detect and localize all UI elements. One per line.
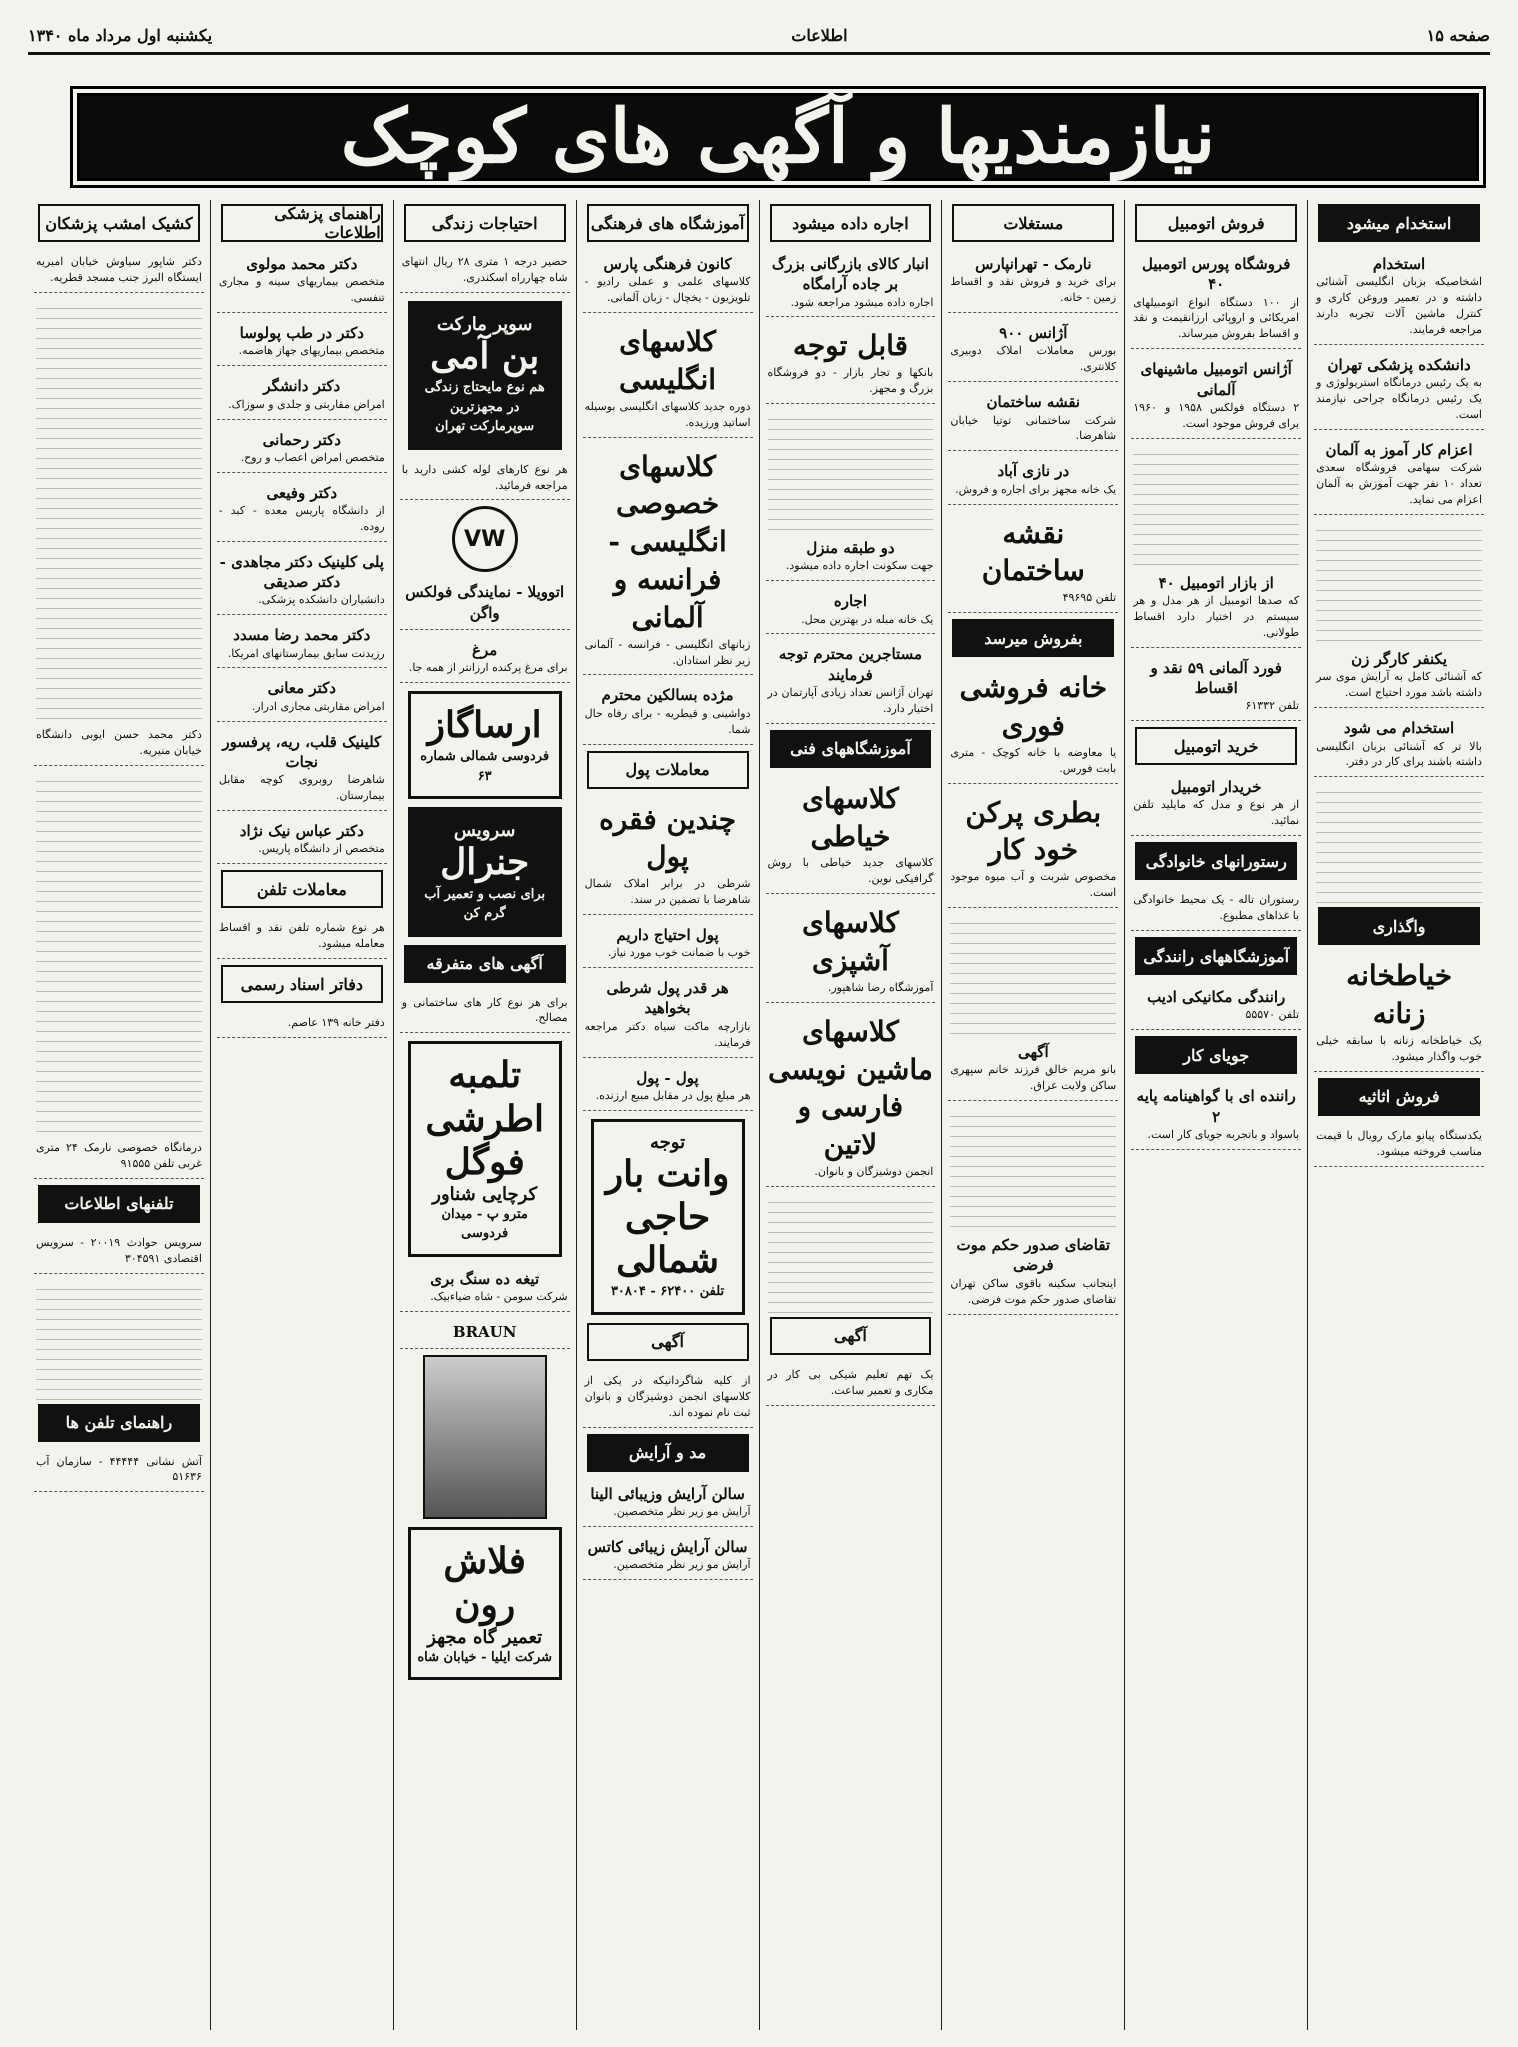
box-line: توجه [650, 1131, 686, 1153]
section-header: فروش اتومبیل [1135, 204, 1297, 242]
ad-text: تلفن ۴۹۶۹۵ [1062, 591, 1117, 605]
ad-item [400, 578, 570, 630]
ad-text: ۲ دستگاه فولکس ۱۹۵۸ و ۱۹۶۰ برای فروش موجود است. [1133, 400, 1300, 430]
ad-item [34, 1231, 204, 1274]
ad-text: به یک رئیس درمانگاه استریولوژی و یک رئیس درمانگاه جراحی نیازمند است. [1316, 376, 1482, 422]
section-header: فروش اثاثیه [1318, 1078, 1480, 1116]
section-header: خرید اتومبیل [1135, 727, 1297, 765]
ad-text: شرطی در برابر املاک شمال شاهرضا با تضمین در سند. [584, 877, 751, 907]
box-line: تعمیر گاه مجهز [427, 1626, 543, 1648]
camera-flash-photo [423, 1355, 547, 1519]
ad-title: خریدار اتومبیل [1170, 778, 1262, 797]
section-header: رستورانهای خانوادگی [1135, 842, 1297, 880]
ad-title: پول احتیاج داریم [616, 926, 719, 945]
ad-item [217, 250, 387, 313]
ad-text: یا معاوضه با خانه کوچک - متری بابت فورس. [950, 745, 1117, 775]
ad-item [1131, 888, 1301, 931]
ad-item [766, 250, 936, 317]
ad-item [948, 319, 1118, 382]
ad-title: استخدام می شود [1343, 719, 1455, 738]
ad-item [583, 1480, 753, 1527]
box-line: سوپر مارکت [436, 313, 533, 335]
ad-text: یک خانه مجهز برای اجاره و فروش. [955, 482, 1117, 496]
ad-text: مخصوص شربت و آب میوه موجود است. [950, 870, 1117, 900]
ad-text: متخصص از دانشگاه پاریس. [258, 842, 385, 856]
ad-title: نارمک - تهرانپارس [975, 255, 1092, 273]
ad-text: بانو مریم خالق فرزند خانم سپهری ساکن ولایت عراق. [950, 1063, 1117, 1093]
header-page-number: صفحه ۱۵ [1426, 25, 1490, 45]
section-header: احتیاجات زندگی [404, 204, 566, 242]
box-line: مترو پ - میدان فردوسی [441, 1206, 528, 1242]
section-header: معاملات تلفن [221, 870, 383, 908]
ad-title: دکتر دانشگر [263, 377, 341, 396]
ad-text: حصیر درجه ۱ متری ۲۸ ریال انتهای شاه چهارراه اسکندری. [401, 255, 568, 284]
box-line: سرویس [453, 820, 516, 842]
section-header: آموزشگاه های فرهنگی [587, 204, 749, 242]
section-header: راهنمای پزشکی اطلاعات [221, 204, 383, 242]
ad-title: اجاره [833, 592, 867, 611]
ad-item [1131, 654, 1301, 721]
ad-text: آرایش مو زیر نظر متخصصین. [613, 1558, 751, 1572]
ad-text: باسواد و باتجربه جویای کار است. [1147, 1127, 1300, 1141]
ad-title: فورد آلمانی ۵۹ نقد و اقساط [1150, 658, 1282, 697]
ad-text: سرویس حوادث ۲۰۰۱۹ - سرویس اقتصادی ۳۰۴۵۹۱ [36, 1235, 202, 1265]
ad-text: شرکت سهامی فروشگاه سعدی تعداد ۱۰ نفر جهت آموزش به آلمان اعزام می نماید. [1316, 461, 1482, 507]
section-header: مستغلات [952, 204, 1114, 242]
ad-item [766, 776, 936, 894]
ad-text: رزیدنت سابق بیمارستانهای امریکا. [227, 646, 385, 660]
ad-item [948, 388, 1118, 451]
vw-logo: VW [452, 506, 518, 572]
ad-item [583, 1369, 753, 1428]
ad-item [1314, 645, 1484, 708]
ad-title: خانه فروشی فوری [959, 671, 1108, 742]
box-title: تلمبه اطرشی فوگل [425, 1054, 545, 1183]
ad-item [217, 817, 387, 864]
ad-title: چندین فقره پول [599, 802, 737, 874]
section-header: دفاتر اسناد رسمی [221, 965, 383, 1003]
ad-item [217, 1011, 387, 1038]
ad-text: بازارچه ماکت سیاه دکتر مراجعه فرمایند. [584, 1019, 751, 1049]
box-title: وانت بار حاجی شمالی [605, 1152, 730, 1282]
ad-text: اشخاصیکه بزبان انگلیسی آشنائی داشته و در تعمیر وروغن کاری و کنترل ماشین آلات تجربه دارند مراجعه فرمایند. [1316, 275, 1482, 337]
ad-item [766, 534, 936, 581]
ad-title: سالن آرایش زیبائی کاتس [587, 1537, 748, 1556]
box-line: برای نصب و تعمیر آب گرم کن [424, 886, 546, 921]
ad-text: تلفن ۶۱۳۳۲ [1245, 699, 1300, 713]
ad-text: دفتر خانه ۱۳۹ عاصم. [287, 1016, 385, 1030]
ad-item [583, 1064, 753, 1111]
ad-text: از دانشگاه پاریس معده - کبد - روده. [218, 503, 385, 533]
general-ad-box [408, 807, 562, 936]
column-medical-guide [210, 200, 393, 2030]
ad-title: دکتر عباس نیک نژاد [239, 822, 364, 840]
ad-item [583, 797, 753, 915]
ad-text: دواشینی و قیطریه - برای رفاه حال شما. [584, 706, 751, 736]
section-header: آگهی های متفرقه [404, 945, 566, 983]
header-date: یکشنبه اول مرداد ماه ۱۳۴۰ [28, 25, 213, 45]
ad-text: که آشنائی کامل به آرایش موی سر داشته باشد مورد احتیاج است. [1316, 670, 1482, 700]
ad-text: از کلیه شاگردانیکه در یکی از کلاسهای انجمن دوشیزگان و بانوان ثبت نام نموده اند. [584, 1373, 751, 1419]
text-block [1316, 521, 1482, 641]
column-necessities [393, 200, 576, 2030]
box-title: فلاش رون [443, 1540, 526, 1626]
ad-title: کلاسهای خصوصی انگلیسی - فرانسه و آلمانی [608, 449, 727, 634]
section-header: جویای کار [1135, 1036, 1297, 1074]
ad-title: قابل توجه [792, 329, 909, 363]
ad-text: درمانگاه خصوصی نارمک ۲۴ متری غربی تلفن ۹۱۵۵۵ [36, 1140, 202, 1170]
text-block [1133, 445, 1299, 565]
text-block [1316, 783, 1482, 903]
ad-text: انجمن دوشیزگان و بانوان. [814, 1165, 934, 1179]
ad-title: پلی کلینیک دکتر مجاهدی - دکتر صدیقی [219, 552, 384, 592]
ad-text: یک خیاطخانه زنانه با سابقه خیلی خوب واگذار میشود. [1316, 1033, 1482, 1063]
ad-title: آگهی [1017, 1043, 1049, 1062]
ad-text: هر نوع کارهای لوله کشی دارید با مراجعه فرمائید. [401, 462, 568, 492]
ad-title: کلاسهای آشپزی [802, 906, 899, 978]
ad-title: اعزام کار آموز به آلمان [1325, 441, 1473, 460]
ad-text: متخصص امراض اعصاب و روح. [240, 450, 385, 464]
ad-item [1131, 569, 1301, 648]
text-block [768, 410, 934, 530]
column-education [576, 200, 759, 2030]
ad-item [583, 921, 753, 968]
ad-item [217, 728, 387, 811]
ad-item [948, 790, 1118, 908]
ad-title: یکنفر کارگر زن [1351, 650, 1448, 669]
pump-ad-box [408, 1041, 562, 1257]
ad-title: دانشکده پزشکی تهران [1327, 356, 1471, 374]
box-line: هم نوع مایحتاج زندگی در مجهزترین سوپرمارکت تهران [424, 380, 545, 435]
ad-item [948, 250, 1118, 313]
arsagaz-ad-box [408, 691, 562, 799]
ad-item [217, 621, 387, 668]
ad-item [34, 1136, 204, 1179]
ad-text: بانکها و تجار بازار - دو فروشگاه بزرگ و مجهز. [767, 366, 934, 396]
van-ad-box [591, 1119, 745, 1315]
ad-item [583, 974, 753, 1057]
flash-ad-box [408, 1527, 562, 1680]
section-header: اجاره داده میشود [770, 204, 932, 242]
ad-text: رستوران تاله - یک محیط خانوادگی با غذاهای مطبوع. [1133, 893, 1300, 923]
ad-item [1131, 983, 1301, 1030]
ad-title: تقاضای صدور حکم موت فرضی [956, 1236, 1111, 1275]
ad-item [766, 1009, 936, 1187]
column-real-estate [941, 200, 1124, 2030]
ad-title: دکتر در طب پولوسا [239, 324, 364, 343]
ad-text: از ۱۰۰ دستگاه انواع اتومبیلهای امریکائی و اروپائی ارزانقیمت و نقد و اقساط بفروش میرساند. [1133, 295, 1300, 341]
section-header: تلفنهای اطلاعات [38, 1185, 200, 1223]
section-header: آموزشگاههای فنی [770, 730, 932, 768]
ad-text: تلفن ۵۵۵۷۰ [1245, 1008, 1300, 1022]
ad-item [583, 444, 753, 676]
ad-item [1314, 1124, 1484, 1167]
ad-text: آموزشگاه رضا شاهپور. [827, 980, 934, 994]
ad-item [400, 991, 570, 1034]
ad-item [583, 681, 753, 744]
section-header: آگهی [587, 1323, 749, 1361]
section-header: واگذاری [1318, 907, 1480, 945]
ad-text: برای هر نوع کار های ساختمانی و مصالح. [401, 995, 568, 1025]
ad-title: دکتر محمد رضا مسدد [233, 626, 371, 645]
section-header: معاملات پول [587, 751, 749, 789]
ad-item [217, 372, 387, 419]
ad-item [583, 319, 753, 437]
text-block [768, 1193, 934, 1313]
ad-title: در نازی آباد [997, 462, 1070, 481]
ad-text: اینجانب سکینه باقوی ساکن تهران تقاضای صدور حکم موت فرضی. [950, 1276, 1117, 1306]
supermarket-ad-box [408, 301, 562, 450]
ad-item [1131, 773, 1301, 836]
ad-item [217, 548, 387, 615]
ad-item [583, 250, 753, 313]
ad-text: برای خرید و فروش نقد و اقساط زمین - خانه. [950, 275, 1117, 305]
ad-item [948, 665, 1118, 783]
ad-text: دوره جدید کلاسهای انگلیسی بوسیله اساتید ورزیده. [584, 399, 751, 429]
ad-title: مرغ [472, 640, 498, 659]
ad-text: شرکت ساختمانی توتیا خیابان شاهرضا. [950, 413, 1117, 443]
classifieds-banner: نیازمندیها و آگهی های کوچک [70, 86, 1486, 188]
ad-item [217, 674, 387, 721]
section-header: استخدام میشود [1318, 204, 1480, 242]
ad-title: آژانس ۹۰۰ [999, 324, 1068, 343]
text-block [36, 299, 202, 719]
ad-text: یکدستگاه پیانو مارک رویال با قیمت مناسب فروخته میشود. [1316, 1128, 1482, 1158]
ad-item [400, 636, 570, 683]
box-line: تلفن ۶۲۴۰۰ - ۳۰۸۰۴ [610, 1284, 725, 1300]
ad-title: نقشه ساختمان [986, 393, 1081, 412]
ad-item [34, 723, 204, 766]
ad-title: هر قدر پول شرطی بخواهید [606, 979, 729, 1018]
ad-text: بورس معاملات املاک دوبیری کلانتری. [950, 344, 1117, 374]
ad-item [766, 900, 936, 1003]
ad-title: سالن آرایش وزیبائی الینا [590, 1484, 745, 1503]
ad-title: نقشه ساختمان [981, 516, 1085, 588]
ad-text: متخصص بیماریهای جهاز هاضمه. [238, 344, 385, 358]
page-header [28, 18, 1490, 55]
ad-item [1314, 250, 1484, 345]
ad-text: متخصص بیماریهای سینه و مجاری تنفسی. [218, 275, 385, 305]
ad-title: آژانس اتومبیل ماشینهای آلمانی [1140, 360, 1292, 399]
ad-title: دو طبقه منزل [806, 539, 895, 558]
ad-item [217, 426, 387, 473]
box-line: شرکت ایلیا - خیابان شاه [417, 1649, 553, 1665]
ad-item [1314, 351, 1484, 430]
ad-text: شاهرضا روبروی کوچه مقابل بیمارستان. [218, 773, 385, 803]
ad-text: که صدها اتومبیل از هر مدل و هر سیستم در اختیار دارد اقساط طولانی. [1133, 593, 1300, 639]
box-title: جنرال [440, 841, 530, 884]
ad-item [948, 1231, 1118, 1314]
header-paper-name: اطلاعات [791, 25, 848, 45]
ad-title: از بازار اتومبیل ۴۰ [1158, 573, 1274, 592]
ad-text: آتش نشانی ۴۴۴۴۴ - سازمان آب ۵۱۶۳۶ [36, 1454, 202, 1484]
ad-item [400, 1318, 570, 1349]
ad-title: استخدام [1372, 255, 1426, 273]
ad-item [948, 511, 1118, 614]
ad-text: کلاسهای علمی و عملی رادیو - تلویزیون - یخچال - زبان آلمانی. [584, 275, 751, 305]
ad-text: خوب با ضمانت خوب مورد نیاز. [607, 946, 751, 960]
ad-item [948, 457, 1118, 504]
box-title: بن آمی [430, 334, 540, 377]
text-block [950, 1107, 1116, 1227]
ad-item [34, 250, 204, 293]
ad-columns [28, 200, 1490, 2030]
ad-text: تهران آژانس تعداد زیادی آپارتمان در اختیار دارد. [767, 685, 934, 715]
ad-text: دانشیاران دانشکده پزشکی. [258, 593, 385, 607]
ad-item [766, 587, 936, 634]
ad-item [766, 640, 936, 723]
ad-item [217, 479, 387, 542]
ad-text: هر نوع شماره تلفن نقد و اقساط معامله میشود. [218, 921, 385, 951]
ad-item [34, 1450, 204, 1493]
ad-text: دکتر محمد حسن ایوبی دانشگاه خیابان منیریه. [36, 727, 202, 757]
ad-text: کلاسهای جدید خیاطی با روش گرافیکی نوین. [767, 856, 934, 886]
ad-item [400, 458, 570, 501]
ad-title: اتوویلا - نمایندگی فولکس واگن [405, 583, 565, 622]
ad-title: دکتر محمد مولوی [246, 255, 358, 273]
ad-title: بطری پرکن خود کار [965, 795, 1102, 867]
ad-text: زبانهای انگلیسی - فرانسه - آلمانی زیر نظر استادان. [584, 637, 751, 667]
ad-title: مژده بسالکین محترم [601, 686, 734, 705]
ad-item [1131, 355, 1301, 438]
braun-brand: BRAUN [452, 1323, 517, 1342]
ad-text: شرکت سومن - شاه ضیاءبیک. [430, 1290, 568, 1304]
ad-title: پول - پول [636, 1068, 699, 1087]
ad-text: جهت سکونت اجاره داده میشود. [785, 559, 934, 573]
ad-title: خیاطخانه زنانه [1346, 959, 1453, 1031]
ad-text: از هر نوع و مدل که مایلید تلفن نمائید. [1133, 798, 1300, 828]
ad-item [1314, 714, 1484, 777]
ad-title: دکتر وفیعی [266, 483, 338, 502]
ad-item [1131, 1082, 1301, 1149]
ad-item [217, 319, 387, 366]
ad-title: دکتر معانی [267, 679, 336, 698]
ad-text: دکتر شاپور سیاوش خیابان امیریه ایستگاه البرز جنب مسجد قطریه. [36, 255, 202, 284]
ad-item [1131, 250, 1301, 349]
ad-title: انبار کالای بازرگانی بزرگ بر جاده آرامگاه [771, 255, 929, 294]
column-employment [1307, 200, 1490, 2030]
ad-item [400, 1265, 570, 1312]
ad-item [217, 916, 387, 959]
box-title: ارساگاز [427, 704, 542, 747]
ad-title: مستاجرین محترم توجه فرمایند [778, 645, 923, 684]
ad-text: امراض مقاربتی و جلدی و سوزاک. [228, 397, 385, 411]
ad-item [1314, 436, 1484, 515]
section-header: مد و آرایش [587, 1434, 749, 1472]
ad-title: کلاسهای انگلیسی [619, 325, 717, 396]
text-block [36, 1280, 202, 1400]
column-rentals [759, 200, 942, 2030]
ad-title: کلاسهای ماشین نویسی فارسی و لاتین [768, 1014, 933, 1162]
section-header: بفروش میرسد [952, 619, 1114, 657]
column-night-doctors [28, 200, 210, 2030]
ad-text: یک تهم تعلیم شیکی بی کار در مکاری و تعمیر ساعت. [767, 1367, 934, 1397]
ad-item [583, 1533, 753, 1580]
text-block [950, 914, 1116, 1034]
ad-title: فروشگاه پورس اتومبیل ۴۰ [1141, 255, 1291, 294]
ad-text: هر مبلغ پول در مقابل مبیع ارزنده. [595, 1088, 751, 1102]
ad-item [766, 1363, 936, 1406]
ad-text: برای مرغ پرکنده ارزانتر از همه جا. [408, 661, 568, 675]
ad-text: امراض مقاربتی مجاری ادرار. [251, 699, 385, 713]
ad-title: دکتر رحمانی [262, 430, 341, 449]
ad-item [1314, 953, 1484, 1071]
ad-title: رانندگی مکانیکی ادیب [1147, 988, 1286, 1007]
ad-title: راننده ای با گواهینامه پایه ۲ [1136, 1087, 1296, 1126]
box-line: فردوسی شمالی شماره ۶۳ [420, 749, 550, 784]
ad-title: کانون فرهنگی پارس [603, 255, 732, 273]
ad-item [766, 323, 936, 404]
box-line: کرچایی شناور [432, 1183, 538, 1205]
column-car-sales [1124, 200, 1307, 2030]
ad-text: یک خانه مبله در بهترین محل. [801, 612, 934, 626]
ad-text: آرایش مو زیر نظر متخصصین. [613, 1504, 751, 1518]
section-header: آگهی [770, 1317, 932, 1355]
ad-title: کلینیک قلب، ریه، پرفسور نجات [222, 732, 382, 771]
ad-text: اجاره داده میشود مراجعه شود. [790, 295, 934, 309]
section-header: کشیک امشب پزشکان [38, 204, 200, 242]
ad-title: تیغه ده سنگ بری [430, 1269, 540, 1288]
section-header: آموزشگاههای رانندگی [1135, 937, 1297, 975]
ad-text: بالا تر که آشنائی بزبان انگلیسی داشته باشند برای کار در دفتر. [1316, 739, 1482, 769]
ad-item [400, 250, 570, 293]
ad-item [948, 1038, 1118, 1101]
text-block [36, 772, 202, 1132]
section-header: راهنمای تلفن ها [38, 1404, 200, 1442]
ad-title: کلاسهای خیاطی [802, 781, 899, 853]
